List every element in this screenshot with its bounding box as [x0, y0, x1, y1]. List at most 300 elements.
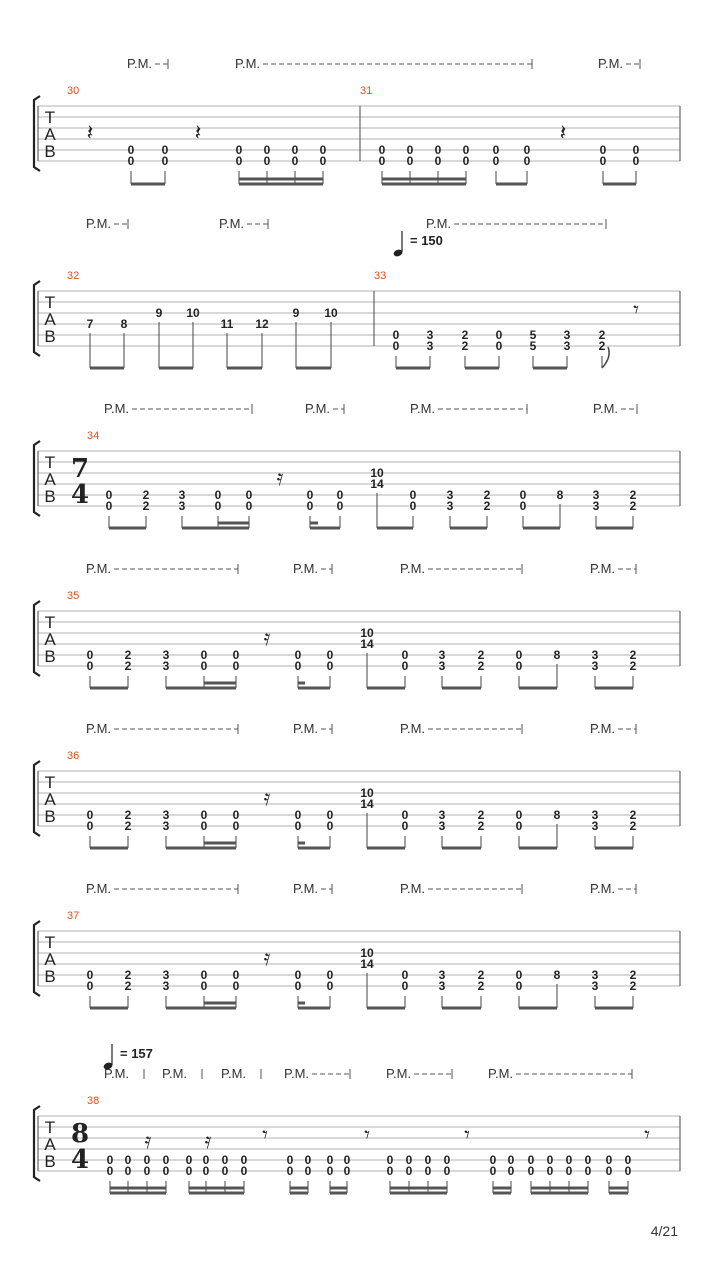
fret-number: 10 — [360, 786, 374, 800]
note-beam — [390, 1187, 447, 1190]
fret-number: 0 — [127, 154, 135, 168]
note-beam — [166, 847, 236, 850]
fret-number: 0 — [326, 968, 334, 982]
tab-letter-t: T — [44, 1118, 56, 1137]
fret-number: 3 — [592, 488, 600, 502]
fret-number: 9 — [292, 306, 300, 320]
fret-number: 0 — [221, 1153, 229, 1167]
note-beam — [330, 1187, 347, 1190]
fret-number: 2 — [477, 968, 485, 982]
fret-number: 0 — [162, 1153, 170, 1167]
fret-number: 0 — [434, 143, 442, 157]
note-beam — [496, 183, 527, 186]
note-beam — [533, 367, 567, 370]
fret-number: 0 — [546, 1164, 554, 1178]
time-sig-denominator: 4 — [70, 1145, 90, 1175]
note-beam — [382, 183, 466, 186]
note-beam — [298, 687, 330, 690]
note-beam — [493, 1192, 511, 1195]
fret-number: 8 — [553, 808, 561, 822]
fret-number: 2 — [483, 499, 491, 513]
measure-number: 36 — [67, 750, 80, 762]
fret-number: 0 — [326, 659, 334, 673]
fret-number: 0 — [401, 808, 409, 822]
tab-letter-a: A — [44, 470, 56, 489]
fret-number: 0 — [515, 979, 523, 993]
note-beam — [603, 183, 636, 186]
fret-number: 0 — [124, 1153, 132, 1167]
fret-number: 0 — [565, 1153, 573, 1167]
page-number: 4/21 — [650, 1223, 678, 1239]
tab-letter-b: B — [44, 142, 56, 161]
note-beam — [110, 1192, 166, 1195]
tab-letter-b: B — [44, 487, 56, 506]
fret-number: 0 — [105, 499, 113, 513]
tab-letter-t: T — [44, 453, 56, 472]
fret-number: 0 — [304, 1164, 312, 1178]
note-beam — [90, 687, 128, 690]
fret-number: 3 — [563, 328, 571, 342]
fret-number: 0 — [319, 154, 327, 168]
note-beam — [442, 687, 481, 690]
palm-mute-label: P.M. — [598, 56, 624, 71]
palm-mute-label: P.M. — [86, 721, 112, 736]
fret-number: 2 — [461, 328, 469, 342]
tab-letter-t: T — [44, 773, 56, 792]
fret-number: 0 — [294, 808, 302, 822]
rest-symbol: 𝄾 — [262, 1123, 268, 1148]
rest-symbol: 𝄿 — [263, 946, 271, 971]
fret-number: 3 — [591, 659, 599, 673]
system-bracket — [34, 921, 40, 996]
fret-number: 2 — [477, 808, 485, 822]
fret-number: 0 — [86, 979, 94, 993]
palm-mute-label: P.M. — [400, 881, 426, 896]
fret-number: 2 — [629, 968, 637, 982]
fret-number: 2 — [629, 979, 637, 993]
note-beam — [595, 1007, 633, 1010]
fret-number: 0 — [294, 648, 302, 662]
palm-mute-label: P.M. — [590, 721, 616, 736]
fret-number: 0 — [245, 488, 253, 502]
fret-number: 0 — [106, 1164, 114, 1178]
rest-symbol: 𝄿 — [263, 626, 271, 651]
tab-letter-b: B — [44, 1152, 56, 1171]
tab-letter-a: A — [44, 1135, 56, 1154]
system-bracket — [34, 601, 40, 676]
fret-number: 2 — [124, 648, 132, 662]
fret-number: 0 — [519, 488, 527, 502]
fret-number: 0 — [336, 499, 344, 513]
tab-letter-t: T — [44, 293, 56, 312]
system-bracket — [34, 281, 40, 356]
fret-number: 3 — [426, 328, 434, 342]
fret-number: 11 — [220, 317, 234, 331]
fret-number: 3 — [446, 499, 454, 513]
note-beam — [166, 1007, 236, 1010]
fret-number: 0 — [161, 143, 169, 157]
fret-number: 0 — [527, 1164, 535, 1178]
fret-number: 0 — [409, 499, 417, 513]
fret-number: 3 — [591, 979, 599, 993]
note-beam — [298, 842, 305, 845]
note-beam — [189, 1192, 244, 1195]
fret-number: 0 — [86, 819, 94, 833]
fret-number: 0 — [214, 499, 222, 513]
rest-symbol: 𝄿 — [263, 786, 271, 811]
fret-number: 0 — [326, 1153, 334, 1167]
fret-number: 10 — [186, 306, 200, 320]
fret-number: 0 — [605, 1153, 613, 1167]
note-beam — [531, 1192, 588, 1195]
fret-number: 3 — [591, 808, 599, 822]
note-beam — [90, 847, 128, 850]
fret-number: 3 — [438, 659, 446, 673]
fret-number: 2 — [629, 648, 637, 662]
fret-number: 0 — [200, 648, 208, 662]
fret-number: 0 — [291, 154, 299, 168]
tab-letter-b: B — [44, 967, 56, 986]
fret-number: 7 — [86, 317, 94, 331]
measure-number: 30 — [67, 85, 80, 97]
fret-number: 0 — [202, 1164, 210, 1178]
fret-number: 2 — [477, 659, 485, 673]
palm-mute-label: P.M. — [386, 1066, 412, 1081]
fret-number: 0 — [443, 1153, 451, 1167]
tab-letter-a: A — [44, 630, 56, 649]
fret-number: 0 — [624, 1164, 632, 1178]
note-beam — [310, 522, 318, 525]
time-sig-numerator: 8 — [70, 1119, 90, 1149]
fret-number: 0 — [489, 1164, 497, 1178]
fret-number: 0 — [405, 1153, 413, 1167]
measure-number: 35 — [67, 590, 80, 602]
fret-number: 3 — [162, 968, 170, 982]
fret-number: 0 — [200, 979, 208, 993]
rest-symbol: 𝄾 — [644, 1123, 650, 1148]
fret-number: 10 — [360, 626, 374, 640]
fret-number: 0 — [106, 1153, 114, 1167]
fret-number: 0 — [319, 143, 327, 157]
tab-letter-t: T — [44, 613, 56, 632]
fret-number: 0 — [386, 1153, 394, 1167]
fret-number: 0 — [105, 488, 113, 502]
tab-letter-b: B — [44, 327, 56, 346]
fret-number: 0 — [214, 488, 222, 502]
fret-number: 9 — [155, 306, 163, 320]
fret-number: 3 — [592, 499, 600, 513]
note-beam — [90, 367, 124, 370]
note-beam — [290, 1187, 308, 1190]
palm-mute-label: P.M. — [293, 881, 319, 896]
system-bracket — [34, 441, 40, 516]
fret-number: 0 — [294, 819, 302, 833]
palm-mute-label: P.M. — [284, 1066, 310, 1081]
note-beam — [595, 847, 633, 850]
fret-number: 5 — [529, 328, 537, 342]
fret-number: 0 — [424, 1153, 432, 1167]
palm-mute-label: P.M. — [104, 1066, 130, 1081]
note-beam — [465, 367, 499, 370]
note-beam — [110, 1187, 166, 1190]
fret-number: 0 — [401, 659, 409, 673]
fret-number: 2 — [477, 648, 485, 662]
fret-number: 0 — [386, 1164, 394, 1178]
fret-number: 0 — [235, 143, 243, 157]
note-beam — [382, 178, 466, 181]
palm-mute-label: P.M. — [127, 56, 153, 71]
note-beam — [531, 1187, 588, 1190]
measure-number: 34 — [87, 430, 100, 442]
fret-number: 0 — [294, 979, 302, 993]
fret-number: 0 — [515, 659, 523, 673]
fret-number: 0 — [291, 143, 299, 157]
note-beam — [298, 1007, 330, 1010]
rest-symbol: 𝄾 — [464, 1123, 470, 1148]
note-beam — [523, 527, 560, 530]
note-beam — [227, 367, 262, 370]
fret-number: 0 — [527, 1153, 535, 1167]
tab-letter-b: B — [44, 647, 56, 666]
rest-symbol: 𝄾 — [633, 298, 639, 323]
note-beam — [519, 847, 557, 850]
fret-number: 0 — [86, 808, 94, 822]
system-bracket — [34, 1106, 40, 1181]
palm-mute-label: P.M. — [86, 881, 112, 896]
fret-number: 0 — [378, 143, 386, 157]
fret-number: 0 — [232, 979, 240, 993]
fret-number: 8 — [120, 317, 128, 331]
fret-number: 2 — [629, 819, 637, 833]
palm-mute-label: P.M. — [426, 216, 452, 231]
rest-symbol: 𝄽 — [559, 121, 567, 146]
measure-number: 37 — [67, 910, 80, 922]
fret-number: 0 — [492, 143, 500, 157]
note-beam — [182, 527, 249, 530]
measure-number: 31 — [360, 85, 373, 97]
fret-number: 10 — [324, 306, 338, 320]
note-beam — [367, 687, 405, 690]
note-beam — [519, 1007, 557, 1010]
tab-letter-t: T — [44, 108, 56, 127]
rest-symbol: 𝄿 — [204, 1129, 212, 1154]
fret-number: 2 — [629, 499, 637, 513]
fret-number: 0 — [434, 154, 442, 168]
fret-number: 0 — [326, 1164, 334, 1178]
fret-number: 3 — [591, 648, 599, 662]
note-beam — [595, 687, 633, 690]
note-beam — [519, 687, 557, 690]
rest-symbol: 𝄿 — [144, 1129, 152, 1154]
palm-mute-label: P.M. — [219, 216, 245, 231]
fret-number: 2 — [598, 328, 606, 342]
note-beam — [166, 687, 236, 690]
tempo-marking: = 157 — [120, 1046, 153, 1061]
note-beam — [218, 522, 249, 525]
palm-mute-label: P.M. — [305, 401, 331, 416]
time-sig-numerator: 7 — [70, 454, 90, 484]
fret-number: 0 — [86, 648, 94, 662]
fret-number: 0 — [507, 1153, 515, 1167]
fret-number: 0 — [632, 143, 640, 157]
note-beam — [239, 178, 323, 181]
fret-number: 0 — [127, 143, 135, 157]
fret-number: 0 — [263, 143, 271, 157]
fret-number: 0 — [599, 143, 607, 157]
fret-number: 0 — [492, 154, 500, 168]
note-beam — [298, 1002, 305, 1005]
fret-number: 0 — [401, 819, 409, 833]
fret-number: 0 — [86, 968, 94, 982]
note-beam — [396, 367, 430, 370]
fret-number: 0 — [624, 1153, 632, 1167]
fret-number: 0 — [200, 659, 208, 673]
fret-number: 0 — [523, 143, 531, 157]
system-bracket — [34, 761, 40, 836]
fret-number: 2 — [483, 488, 491, 502]
fret-number: 0 — [424, 1164, 432, 1178]
fret-number: 0 — [232, 819, 240, 833]
rest-symbol: 𝄿 — [276, 466, 284, 491]
fret-number: 0 — [200, 819, 208, 833]
note-beam — [330, 1192, 347, 1195]
note-beam — [367, 1007, 405, 1010]
fret-number: 0 — [489, 1153, 497, 1167]
fret-number: 0 — [200, 808, 208, 822]
note-beam — [310, 527, 340, 530]
fret-number: 0 — [392, 339, 400, 353]
note-beam — [390, 1192, 447, 1195]
fret-number: 0 — [326, 808, 334, 822]
note-beam — [367, 847, 405, 850]
fret-number: 0 — [405, 1164, 413, 1178]
fret-number: 0 — [392, 328, 400, 342]
rest-symbol: 𝄾 — [364, 1123, 370, 1148]
fret-number: 14 — [360, 637, 374, 651]
fret-number: 2 — [142, 488, 150, 502]
note-beam — [90, 1007, 128, 1010]
fret-number: 0 — [406, 154, 414, 168]
fret-number: 0 — [519, 499, 527, 513]
palm-mute-label: P.M. — [410, 401, 436, 416]
fret-number: 3 — [162, 979, 170, 993]
fret-number: 0 — [143, 1153, 151, 1167]
note-beam — [493, 1187, 511, 1190]
fret-number: 3 — [563, 339, 571, 353]
fret-number: 0 — [495, 328, 503, 342]
rest-symbol: 𝄽 — [86, 121, 94, 146]
fret-number: 3 — [438, 968, 446, 982]
fret-number: 0 — [235, 154, 243, 168]
fret-number: 0 — [507, 1164, 515, 1178]
fret-number: 0 — [599, 154, 607, 168]
note-beam — [131, 183, 165, 186]
fret-number: 0 — [124, 1164, 132, 1178]
fret-number: 0 — [406, 143, 414, 157]
fret-number: 8 — [556, 488, 564, 502]
note-beam — [204, 842, 236, 845]
fret-number: 0 — [632, 154, 640, 168]
fret-number: 3 — [162, 659, 170, 673]
fret-number: 14 — [360, 797, 374, 811]
fret-number: 3 — [162, 808, 170, 822]
fret-number: 0 — [401, 979, 409, 993]
note-beam — [204, 1002, 236, 1005]
fret-number: 0 — [200, 968, 208, 982]
fret-number: 10 — [360, 946, 374, 960]
note-beam — [290, 1192, 308, 1195]
tab-letter-b: B — [44, 807, 56, 826]
fret-number: 0 — [409, 488, 417, 502]
fret-number: 0 — [185, 1153, 193, 1167]
note-beam — [109, 527, 146, 530]
note-beam — [609, 1187, 628, 1190]
fret-number: 2 — [124, 808, 132, 822]
palm-mute-label: P.M. — [590, 561, 616, 576]
fret-number: 0 — [565, 1164, 573, 1178]
fret-number: 0 — [462, 143, 470, 157]
fret-number: 0 — [185, 1164, 193, 1178]
note-beam — [239, 183, 323, 186]
note-beam — [204, 682, 236, 685]
tab-letter-a: A — [44, 310, 56, 329]
tempo-marking: = 150 — [410, 233, 443, 248]
fret-number: 3 — [438, 808, 446, 822]
fret-number: 2 — [124, 979, 132, 993]
fret-number: 2 — [461, 339, 469, 353]
fret-number: 0 — [221, 1164, 229, 1178]
fret-number: 3 — [438, 979, 446, 993]
fret-number: 3 — [438, 819, 446, 833]
fret-number: 0 — [240, 1153, 248, 1167]
fret-number: 2 — [124, 819, 132, 833]
fret-number: 2 — [629, 659, 637, 673]
fret-number: 2 — [629, 808, 637, 822]
fret-number: 3 — [426, 339, 434, 353]
note-beam — [298, 847, 330, 850]
tab-letter-a: A — [44, 125, 56, 144]
system-bracket — [34, 96, 40, 171]
fret-number: 0 — [232, 808, 240, 822]
measure-number: 38 — [87, 1095, 100, 1107]
fret-number: 0 — [401, 968, 409, 982]
fret-number: 0 — [86, 659, 94, 673]
fret-number: 0 — [304, 1153, 312, 1167]
time-sig-denominator: 4 — [70, 480, 90, 510]
fret-number: 2 — [477, 979, 485, 993]
fret-number: 3 — [162, 819, 170, 833]
fret-number: 0 — [263, 154, 271, 168]
fret-number: 0 — [495, 339, 503, 353]
palm-mute-label: P.M. — [593, 401, 619, 416]
fret-number: 0 — [523, 154, 531, 168]
palm-mute-label: P.M. — [86, 216, 112, 231]
palm-mute-label: P.M. — [488, 1066, 514, 1081]
fret-number: 0 — [202, 1153, 210, 1167]
fret-number: 8 — [553, 968, 561, 982]
fret-number: 0 — [232, 659, 240, 673]
note-beam — [450, 527, 487, 530]
palm-mute-label: P.M. — [400, 561, 426, 576]
palm-mute-label: P.M. — [104, 401, 130, 416]
note-beam — [596, 527, 633, 530]
fret-number: 0 — [286, 1164, 294, 1178]
fret-number: 0 — [240, 1164, 248, 1178]
fret-number: 5 — [529, 339, 537, 353]
fret-number: 0 — [462, 154, 470, 168]
fret-number: 0 — [336, 488, 344, 502]
fret-number: 0 — [605, 1164, 613, 1178]
